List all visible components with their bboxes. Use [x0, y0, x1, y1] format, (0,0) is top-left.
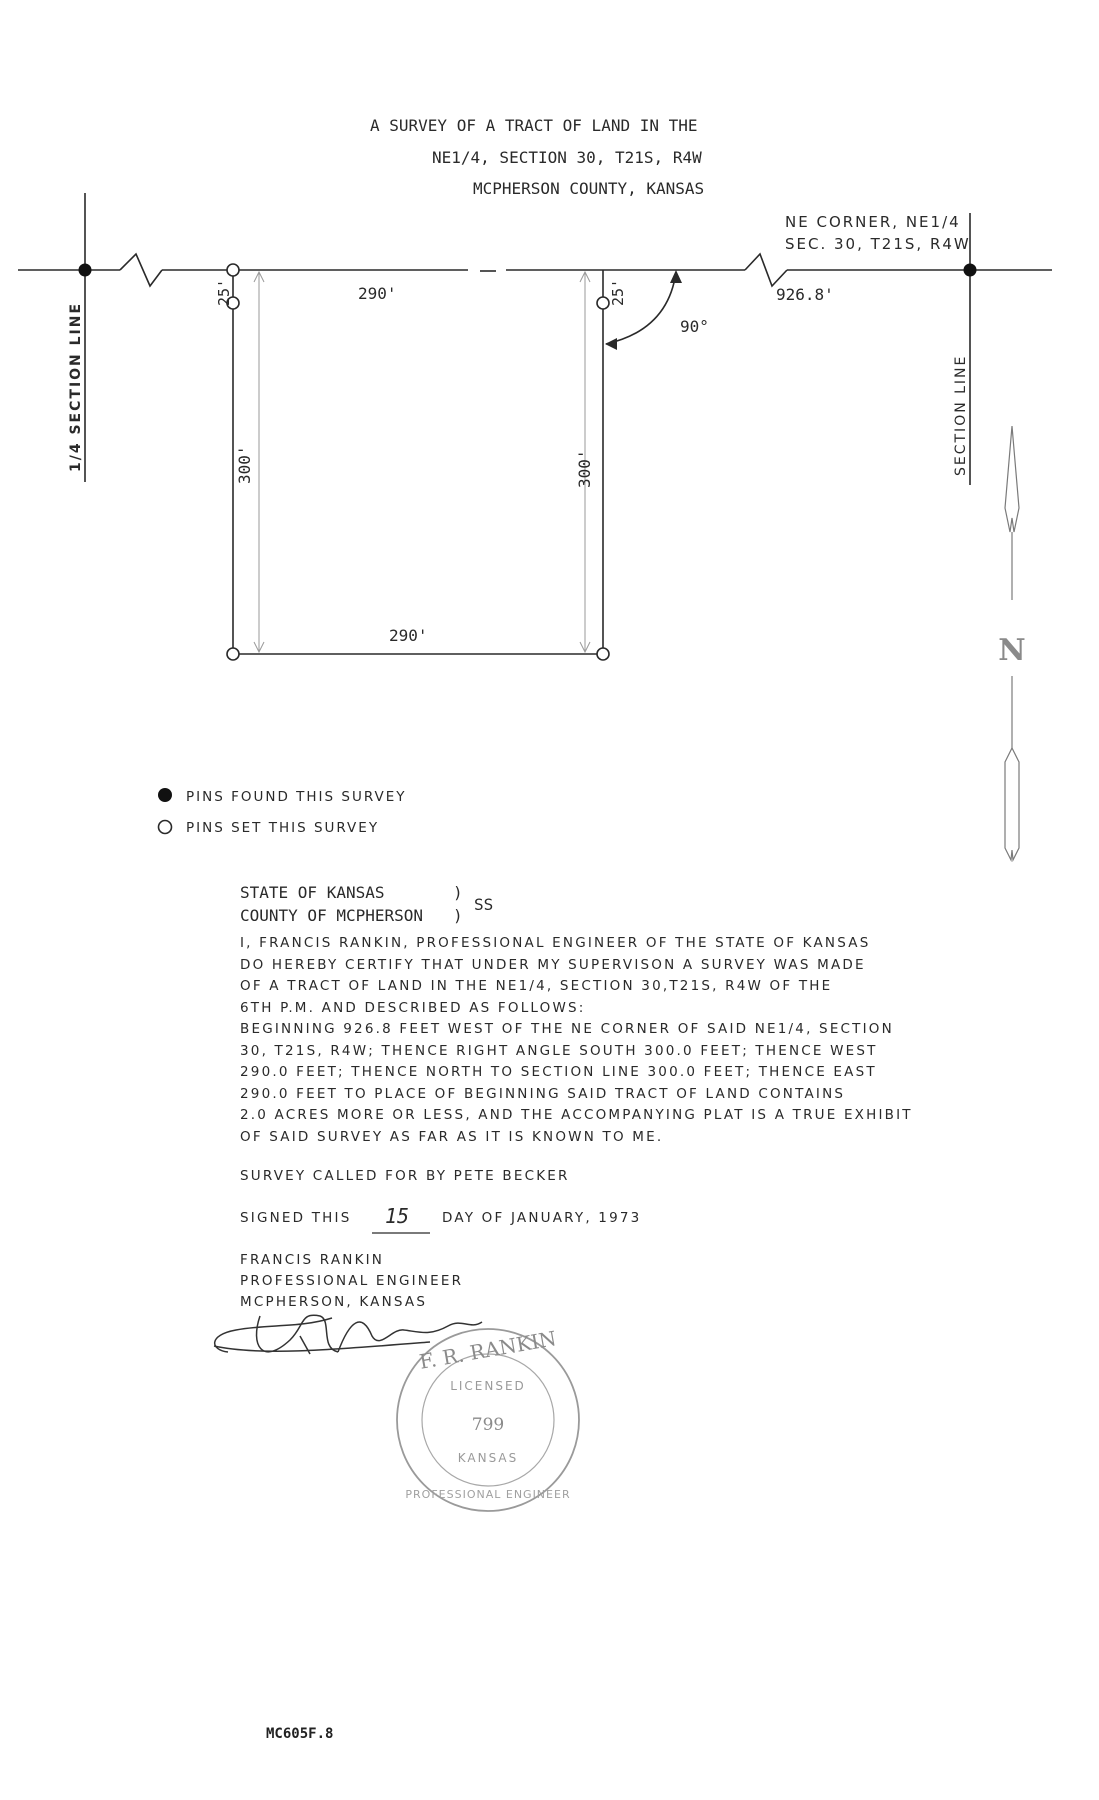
seal-top-text: F. R. RANKIN	[417, 1326, 559, 1374]
west-section-line-label: 1/4 SECTION LINE	[68, 301, 84, 472]
cert-line: 6TH P.M. AND DESCRIBED AS FOLLOWS:	[240, 999, 586, 1016]
angle-arrow-head-top	[670, 270, 682, 283]
signed-suffix: DAY OF JANUARY, 1973	[442, 1210, 642, 1226]
ne-corner-label-line-2: SEC. 30, T21S, R4W	[785, 235, 971, 253]
dim-right-label: 300'	[575, 449, 594, 488]
row-width-left-label: 25'	[215, 278, 233, 306]
title-line-3: MCPHERSON COUNTY, KANSAS	[473, 179, 705, 198]
cert-paren-1: )	[453, 883, 463, 902]
angle-label: 90°	[680, 317, 709, 336]
certificate-body	[240, 933, 913, 1148]
dim-bottom-label: 290'	[389, 626, 428, 645]
signed-day: 15	[385, 1204, 410, 1228]
seal-state: KANSAS	[457, 1451, 519, 1465]
signer-city: MCPHERSON, KANSAS	[240, 1294, 428, 1310]
cert-line: 290.0 FEET; THENCE NORTH TO SECTION LINE 300.0 FEET; THENCE EAST	[240, 1064, 877, 1080]
cert-line: 30, T21S, R4W; THENCE RIGHT ANGLE SOUTH 300.0 FEET; THENCE WEST	[240, 1042, 878, 1059]
seal-bottom-text: PROFESSIONAL ENGINEER	[405, 1488, 571, 1501]
cert-line: DO HEREBY CERTIFY THAT UNDER MY SUPERVISON A SURVEY WAS MADE	[240, 956, 866, 973]
footer-code: MC605F.8	[266, 1726, 334, 1742]
dimension-lines	[254, 272, 590, 652]
survey-called-for: SURVEY CALLED FOR BY PETE BECKER	[240, 1168, 570, 1184]
found-pin-west-quarter-corner	[79, 264, 92, 277]
signer-title: PROFESSIONAL ENGINEER	[240, 1273, 464, 1289]
ne-corner-label-line-1: NE CORNER, NE1/4	[785, 213, 961, 231]
legend-found-pin-icon	[158, 788, 172, 802]
cert-ss: SS	[474, 895, 494, 914]
set-pin-se	[597, 648, 609, 660]
set-pin-nw-row	[227, 264, 239, 276]
title-line-2: NE1/4, SECTION 30, T21S, R4W	[432, 148, 702, 167]
dim-left-label: 300'	[235, 445, 254, 484]
north-arrow-label: N	[998, 633, 1026, 668]
cert-line: 290.0 FEET TO PLACE OF BEGINNING SAID TRACT OF LAND CONTAINS	[240, 1085, 846, 1102]
seal-licensed: LICENSED	[450, 1379, 526, 1393]
set-pin-ne	[597, 297, 609, 309]
cert-line: 2.0 ACRES MORE OR LESS, AND THE ACCOMPANYING PLAT IS A TRUE EXHIBIT	[240, 1107, 913, 1123]
found-pin-ne-corner	[964, 264, 977, 277]
cert-county: COUNTY OF MCPHERSON	[240, 906, 424, 925]
cert-paren-2: )	[453, 906, 463, 925]
set-pins	[227, 264, 609, 660]
east-section-line-label: SECTION LINE	[953, 354, 969, 476]
tract-boundary	[233, 270, 603, 654]
angle-arrow-head-left	[605, 338, 617, 350]
cert-line: BEGINNING 926.8 FEET WEST OF THE NE CORNER OF SAID NE1/4, SECTION	[240, 1021, 894, 1037]
legend-found-label: PINS FOUND THIS SURVEY	[186, 789, 407, 805]
row-width-right-label: 25'	[609, 278, 627, 306]
dim-top-label: 290'	[358, 284, 397, 303]
seal-number: 799	[471, 1415, 505, 1435]
legend-set-label: PINS SET THIS SURVEY	[186, 820, 380, 836]
cert-line: I, FRANCIS RANKIN, PROFESSIONAL ENGINEER OF THE STATE OF KANSAS	[240, 935, 871, 951]
cert-state: STATE OF KANSAS	[240, 883, 385, 902]
legend-set-pin-icon	[159, 821, 172, 834]
signed-prefix: SIGNED THIS	[240, 1210, 352, 1226]
title-line-1: A SURVEY OF A TRACT OF LAND IN THE	[370, 116, 698, 135]
dim-to-corner-label: 926.8'	[776, 285, 834, 304]
cert-line: OF A TRACT OF LAND IN THE NE1/4, SECTION 30,T21S, R4W OF THE	[240, 978, 833, 994]
cert-line: OF SAID SURVEY AS FAR AS IT IS KNOWN TO ME.	[240, 1128, 664, 1145]
signer-name: FRANCIS RANKIN	[240, 1252, 385, 1268]
north-section-line	[18, 254, 1052, 286]
set-pin-sw	[227, 648, 239, 660]
professional-engineer-seal	[397, 1326, 579, 1511]
